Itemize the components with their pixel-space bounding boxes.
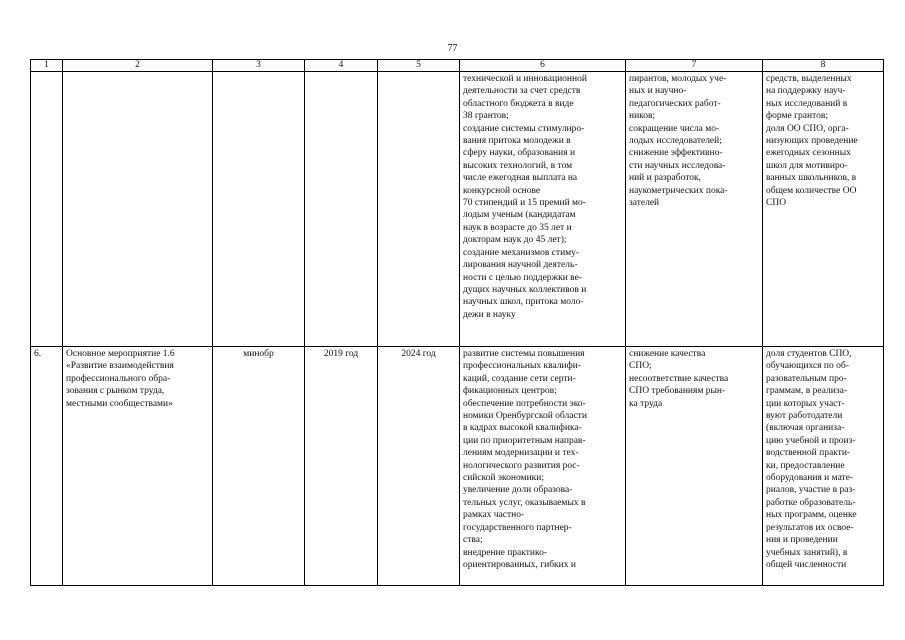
text-line: общем количестве ОО bbox=[766, 185, 857, 196]
start-year-cell: 2019 год bbox=[305, 347, 378, 586]
text-line: сокращение числа мо- bbox=[629, 123, 720, 134]
text-line: ориентированных, гибких и bbox=[463, 559, 576, 570]
text-line: (включая организа- bbox=[766, 423, 845, 434]
text-line: ства; bbox=[463, 535, 483, 546]
text-line: увеличение доли образова- bbox=[463, 485, 573, 496]
text-line: школ для мотивиро- bbox=[766, 160, 848, 171]
text-line: ных и научно- bbox=[629, 86, 687, 97]
text-line: обеспечение потребности эко- bbox=[463, 398, 586, 409]
table-cell bbox=[378, 72, 460, 347]
text-line: средств, выделенных bbox=[766, 74, 852, 84]
text-line: конкурсной основе bbox=[463, 185, 541, 196]
header-row bbox=[31, 60, 884, 72]
table-cell bbox=[460, 72, 626, 347]
text-line: создание механизмов стиму- bbox=[463, 247, 580, 258]
text-line: лодым ученым (кандидатам bbox=[463, 210, 576, 221]
text-line: дежи в науку bbox=[463, 309, 516, 320]
text-line: профессионального обра- bbox=[66, 373, 171, 384]
text-line: ний и разработок, bbox=[629, 173, 701, 184]
text-line: вуют работодатели bbox=[766, 411, 843, 422]
header-cell: 4 bbox=[305, 60, 378, 72]
text-line: на поддержку науч- bbox=[766, 86, 846, 97]
text-line: снижение эффективно- bbox=[629, 148, 723, 159]
text-line: ных программ, оценке bbox=[766, 510, 857, 521]
text-line: технической и инновационной bbox=[463, 74, 587, 84]
text-line: ки, предоставление bbox=[766, 460, 845, 471]
text-line: граммам, в реализа- bbox=[766, 386, 848, 397]
text-line: в кадрах высокой квалифика- bbox=[463, 423, 582, 434]
text-line: номики Оренбургской области bbox=[463, 411, 587, 422]
text-line: сферу науки, образования и bbox=[463, 148, 576, 159]
text-line: низующих проведение bbox=[766, 136, 858, 147]
document-table bbox=[30, 59, 884, 586]
executor-cell: минобр bbox=[213, 347, 305, 586]
text-line: общей численности bbox=[766, 559, 847, 570]
table-cell bbox=[305, 72, 378, 347]
table-cell bbox=[763, 72, 884, 347]
header-cell: 7 bbox=[626, 60, 763, 72]
text-line: докторам наук до 45 лет); bbox=[463, 235, 567, 246]
text-line: научных школ, притока моло- bbox=[463, 297, 584, 308]
text-line: доля студентов СПО, bbox=[766, 349, 852, 359]
header-cell: 1 bbox=[31, 60, 63, 72]
text-line: государственного партнер- bbox=[463, 522, 572, 533]
indicators-cell bbox=[763, 347, 884, 586]
text-line: Основное мероприятие 1.6 bbox=[66, 349, 175, 359]
header-cell: 5 bbox=[378, 60, 460, 72]
table-row bbox=[31, 347, 884, 586]
table-cell bbox=[213, 72, 305, 347]
table-cell bbox=[63, 72, 213, 347]
end-year-cell: 2024 год bbox=[378, 347, 460, 586]
text-line: ности с целью поддержки ве- bbox=[463, 272, 582, 283]
text-line: обучающихся по об- bbox=[766, 361, 849, 372]
text-line: зателей bbox=[629, 198, 660, 209]
header-cell: 3 bbox=[213, 60, 305, 72]
text-line: сти научных исследова- bbox=[629, 160, 726, 171]
text-line: внедрение практико- bbox=[463, 547, 548, 558]
text-line: тельных услуг, оказываемых в bbox=[463, 497, 586, 508]
text-line: ции которых участ- bbox=[766, 398, 845, 409]
text-line: лодых исследователей; bbox=[629, 136, 722, 147]
text-line: работке образователь- bbox=[766, 497, 856, 508]
table-row bbox=[31, 72, 884, 347]
text-line: СПО; bbox=[629, 361, 652, 372]
table-cell bbox=[626, 72, 763, 347]
text-line: снижение качества bbox=[629, 349, 706, 359]
text-line: зования с рынком труда, bbox=[66, 386, 165, 397]
text-line: СПО требованиям рын- bbox=[629, 386, 726, 397]
text-line: ежегодных сезонных bbox=[766, 148, 851, 159]
text-line: ции по приоритетным направ- bbox=[463, 435, 586, 446]
text-line: создание системы стимулиро- bbox=[463, 123, 585, 134]
text-line: водственной практи- bbox=[766, 448, 851, 459]
text-line: СПО bbox=[766, 198, 787, 209]
text-line: вания притока молодежи в bbox=[463, 136, 571, 147]
text-line: 38 грантов; bbox=[463, 111, 509, 122]
text-line: результатов их освое- bbox=[766, 522, 854, 533]
header-cell: 8 bbox=[763, 60, 884, 72]
text-line: форме грантов; bbox=[766, 111, 828, 122]
text-line: ка труда bbox=[629, 398, 663, 409]
text-line: ных исследований в bbox=[766, 98, 848, 109]
text-line: сийской экономики; bbox=[463, 473, 544, 484]
text-line: учебных занятий), в bbox=[766, 547, 848, 558]
table-cell bbox=[31, 72, 63, 347]
text-line: лирования научной деятель- bbox=[463, 260, 578, 271]
text-line: лениям модернизации и тех- bbox=[463, 448, 579, 459]
text-line: доля ОО СПО, орга- bbox=[766, 123, 849, 134]
text-line: разовательным про- bbox=[766, 373, 847, 384]
text-line: «Развитие взаимодействия bbox=[66, 361, 174, 372]
text-line: каций, создание сети серти- bbox=[463, 373, 576, 384]
text-line: оборудования и мате- bbox=[766, 473, 854, 484]
text-line: пирантов, молодых уче- bbox=[629, 74, 727, 84]
risks-cell bbox=[626, 347, 763, 586]
text-line: областного бюджета в виде bbox=[463, 98, 574, 109]
text-line: риалов, участие в раз- bbox=[766, 485, 856, 496]
text-line: ния и проведении bbox=[766, 535, 838, 546]
text-line: наукометрических пока- bbox=[629, 185, 728, 196]
header-cell: 6 bbox=[460, 60, 626, 72]
text-line: рамках частно- bbox=[463, 510, 525, 521]
text-line: деятельности за счет средств bbox=[463, 86, 581, 97]
text-line: профессиональных квалифи- bbox=[463, 361, 582, 372]
text-line: ников; bbox=[629, 111, 656, 122]
activity-name-cell bbox=[63, 347, 213, 586]
text-line: педагогических работ- bbox=[629, 98, 721, 109]
text-line: цию учебной и произ- bbox=[766, 435, 856, 446]
text-line: дущих научных коллективов и bbox=[463, 284, 587, 295]
text-line: наук в возрасте до 35 лет и bbox=[463, 222, 572, 233]
text-line: нологического развития рос- bbox=[463, 460, 580, 471]
row-number-cell: 6. bbox=[31, 347, 63, 586]
text-line: 70 стипендий и 15 премий мо- bbox=[463, 198, 586, 209]
text-line: высоких технологий, в том bbox=[463, 160, 573, 171]
text-line: фикационных центров; bbox=[463, 386, 557, 397]
text-line: развитие системы повышения bbox=[463, 349, 585, 359]
text-line: ванных школьников, в bbox=[766, 173, 857, 184]
text-line: несоответствие качества bbox=[629, 373, 729, 384]
page-number: 77 bbox=[447, 43, 458, 54]
results-cell bbox=[460, 347, 626, 586]
text-line: местными сообществами» bbox=[66, 398, 173, 409]
header-cell: 2 bbox=[63, 60, 213, 72]
text-line: числе ежегодная выплата на bbox=[463, 173, 578, 184]
